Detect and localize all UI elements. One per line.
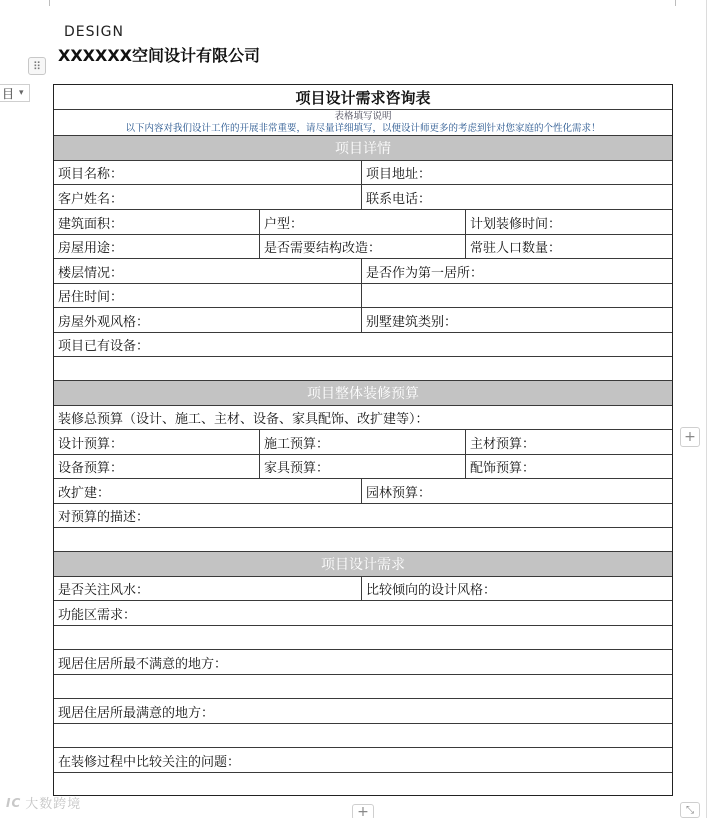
field-most-satisfied[interactable]: 现居住居所最满意的地方： xyxy=(58,705,215,721)
field-residence-time[interactable]: 居住时间： xyxy=(54,284,362,307)
field-total-budget[interactable]: 装修总预算（设计、施工、主材、设备、家具配饰、改扩建等）： xyxy=(58,412,429,427)
section-row-design xyxy=(54,552,672,577)
section-row-details xyxy=(54,136,672,161)
table-row xyxy=(54,357,672,381)
outline-label: 目 xyxy=(2,86,15,101)
table-row xyxy=(54,675,672,699)
table-row xyxy=(54,773,672,795)
section-header-budget: 项目整体装修预算 xyxy=(54,381,672,405)
watermark-logo: IC xyxy=(6,795,22,810)
field-building-area[interactable]: 建筑面积： xyxy=(54,210,260,234)
page-corner-mark-right xyxy=(666,0,676,6)
table-row xyxy=(54,528,672,552)
plus-icon: + xyxy=(684,429,696,445)
table-row xyxy=(54,259,672,284)
field-project-name[interactable]: 项目名称： xyxy=(54,161,362,184)
table-row xyxy=(54,406,672,430)
field-residence-time-blank[interactable] xyxy=(362,284,672,307)
field-functional-needs-answer[interactable] xyxy=(54,626,672,649)
table-row xyxy=(54,308,672,333)
table-row xyxy=(54,626,672,650)
table-row xyxy=(54,748,672,773)
field-design-budget[interactable]: 设计预算： xyxy=(54,430,260,454)
plus-icon: + xyxy=(357,804,369,818)
page-edge-rule xyxy=(706,0,707,818)
field-budget-description-answer[interactable] xyxy=(54,528,672,551)
add-column-button[interactable] xyxy=(680,427,700,447)
field-budget-description[interactable]: 对预算的描述： xyxy=(58,510,150,525)
field-client-name[interactable]: 客户姓名： xyxy=(54,185,362,209)
table-row xyxy=(54,210,672,235)
field-furniture-budget[interactable]: 家具预算： xyxy=(260,455,466,478)
table-row xyxy=(54,455,672,479)
table-row xyxy=(54,601,672,626)
table-row xyxy=(54,724,672,748)
brand-label: DESIGN xyxy=(64,24,124,40)
resize-icon: ⤡ xyxy=(686,804,694,816)
table-row xyxy=(54,284,672,308)
watermark-text: 大数跨境 xyxy=(25,797,82,812)
field-layout[interactable]: 户型： xyxy=(260,210,466,234)
table-resize-handle[interactable] xyxy=(680,802,700,818)
table-row xyxy=(54,577,672,601)
table-row xyxy=(54,479,672,504)
field-project-address[interactable]: 项目地址： xyxy=(366,167,432,182)
page-corner-mark-left xyxy=(40,0,50,6)
field-decor-budget[interactable]: 配饰预算： xyxy=(470,461,536,476)
field-preferred-style[interactable]: 比较倾向的设计风格： xyxy=(366,583,497,598)
field-exterior-style[interactable]: 房屋外观风格： xyxy=(54,308,362,332)
field-least-satisfied[interactable]: 现居住居所最不满意的地方： xyxy=(58,656,228,672)
field-concerns-answer[interactable] xyxy=(54,773,672,795)
field-villa-type[interactable]: 别墅建筑类别： xyxy=(366,314,458,330)
chevron-down-icon: ▾ xyxy=(19,88,24,98)
field-functional-needs[interactable]: 功能区需求： xyxy=(58,607,137,623)
field-construction-budget[interactable]: 施工预算： xyxy=(260,430,466,454)
table-move-handle[interactable] xyxy=(28,57,46,75)
field-planned-time[interactable]: 计划装修时间： xyxy=(470,216,562,232)
field-equipment-budget[interactable]: 设备预算： xyxy=(54,455,260,478)
field-structure-change[interactable]: 是否需要结构改造： xyxy=(260,235,466,258)
field-primary-residence[interactable]: 是否作为第一居所： xyxy=(366,265,484,281)
field-least-satisfied-answer[interactable] xyxy=(54,675,672,698)
field-most-satisfied-answer[interactable] xyxy=(54,724,672,747)
drag-handle-icon: ⠿ xyxy=(32,59,42,73)
field-renovation[interactable]: 改扩建： xyxy=(54,479,362,503)
table-row xyxy=(54,504,672,528)
section-row-budget xyxy=(54,381,672,406)
table-row xyxy=(54,161,672,185)
form-note-row xyxy=(54,110,672,136)
section-header-details: 项目详情 xyxy=(54,136,672,160)
field-contact-phone[interactable]: 联系电话： xyxy=(366,191,432,207)
field-house-use[interactable]: 房屋用途： xyxy=(54,235,260,258)
table-row xyxy=(54,650,672,675)
table-row xyxy=(54,430,672,455)
field-material-budget[interactable]: 主材预算： xyxy=(470,436,536,452)
field-residents[interactable]: 常驻人口数量： xyxy=(470,241,562,256)
table-row xyxy=(54,333,672,357)
field-feng-shui[interactable]: 是否关注风水： xyxy=(54,577,362,600)
field-existing-equipment-answer[interactable] xyxy=(54,357,672,380)
add-row-button[interactable] xyxy=(352,804,374,818)
section-header-design: 项目设计需求 xyxy=(54,552,672,576)
outline-dropdown[interactable] xyxy=(0,84,30,102)
table-row xyxy=(54,185,672,210)
form-note-text: 以下内容对我们设计工作的开展非常重要，请尽量详细填写，以便设计师更多的考虑到针对您家庭的个性化需求！ xyxy=(125,122,601,134)
form-title-row xyxy=(54,85,672,110)
field-floor-info[interactable]: 楼层情况： xyxy=(54,259,362,283)
form-note-title: 表格填写说明 xyxy=(334,110,392,122)
field-concerns[interactable]: 在装修过程中比较关注的问题： xyxy=(58,754,241,770)
form-title: 项目设计需求咨询表 xyxy=(295,88,431,107)
table-row xyxy=(54,699,672,724)
company-name: XXXXXX空间设计有限公司 xyxy=(58,46,261,65)
table-row xyxy=(54,235,672,259)
field-existing-equipment[interactable]: 项目已有设备： xyxy=(58,339,150,354)
field-garden-budget[interactable]: 园林预算： xyxy=(366,485,432,501)
consultation-form-table xyxy=(53,84,673,796)
